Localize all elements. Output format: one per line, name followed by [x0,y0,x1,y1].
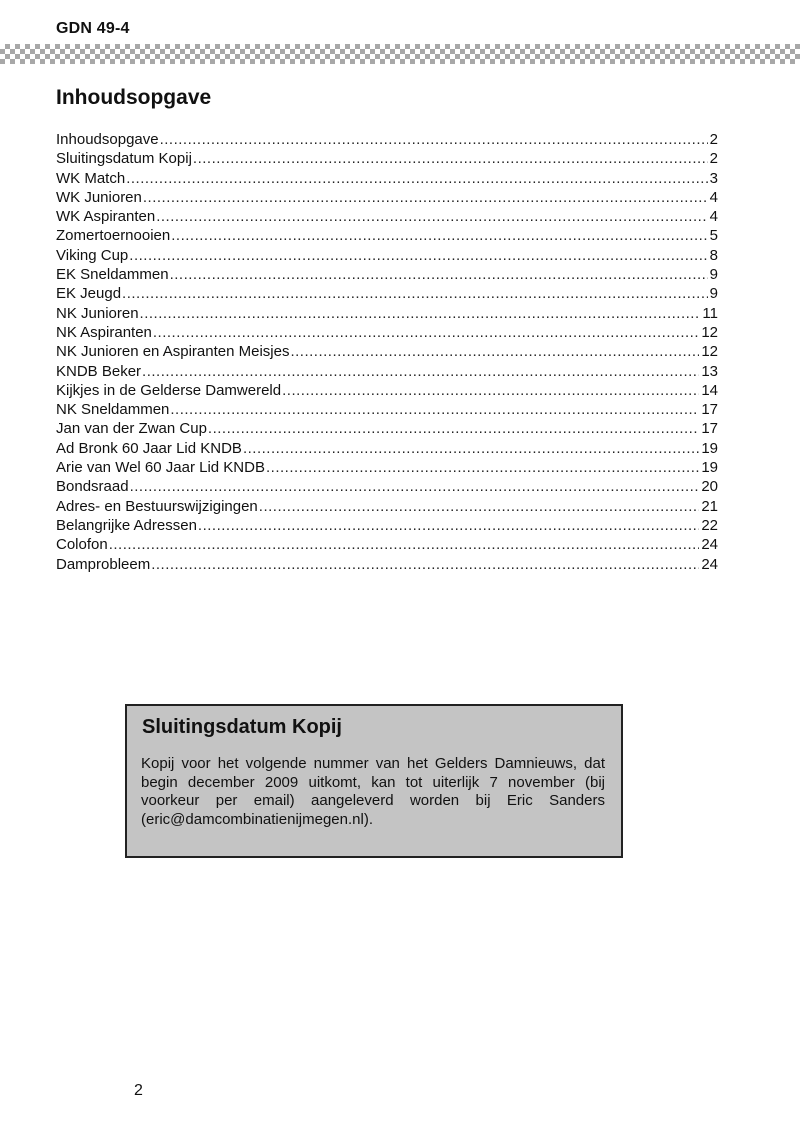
dot-leader [143,188,708,207]
toc-entry[interactable] [56,169,718,188]
toc-entry-label: EK Sneldammen [56,266,169,284]
toc-entry-label: Jan van der Zwan Cup [56,420,207,438]
dot-leader [193,149,708,168]
toc-entry-page: 2 [709,150,718,168]
toc-entry[interactable] [56,555,718,574]
toc-entry-label: Sluitingsdatum Kopij [56,150,192,168]
dot-leader [259,497,700,516]
dot-leader [171,226,707,245]
toc-entry[interactable] [56,207,718,226]
toc-entry-label: WK Match [56,169,126,187]
dot-leader [109,535,700,554]
dot-leader [290,342,699,361]
dot-leader [243,439,699,458]
toc-entry[interactable] [56,400,718,419]
toc-entry[interactable] [56,516,718,535]
toc-entry[interactable] [56,381,718,400]
table-of-contents [56,130,718,574]
toc-entry-page: 4 [709,208,718,226]
toc-entry[interactable] [56,265,718,284]
notice-body: Kopij voor het volgende nummer van het Gelders Damnieuws, dat begin december 2009 uitkomt, kan tot uiterlijk 7 november (bij voorkeur per email) aangeleverd worden bij Eric Sanders (eric@damcombinatienijmegen.nl). [141,755,605,828]
notice-title: Sluitingsdatum Kopij [142,716,342,738]
toc-entry-label: Belangrijke Adressen [56,516,197,534]
toc-entry[interactable] [56,535,718,554]
toc-entry-label: Kijkjes in de Gelderse Damwereld [56,381,282,399]
toc-entry-page: 2 [709,131,718,148]
toc-entry-label: WK Junioren [56,188,142,206]
toc-entry[interactable] [56,284,718,303]
dot-leader [170,400,699,419]
toc-title: Inhoudsopgave [56,86,212,109]
toc-entry-page: 12 [701,323,718,341]
toc-entry-page: 9 [709,266,718,284]
dot-leader [142,362,699,381]
toc-entry[interactable] [56,419,718,438]
toc-entry[interactable] [56,362,718,381]
toc-entry[interactable] [56,130,718,149]
toc-entry-label: EK Jeugd [56,285,122,303]
dot-leader [198,516,699,535]
toc-entry-page: 4 [709,188,718,206]
toc-entry-label: Damprobleem [56,555,151,573]
dot-leader [160,130,708,149]
dot-leader [282,381,699,400]
toc-entry-label: Arie van Wel 60 Jaar Lid KNDB [56,459,265,477]
toc-entry-page: 22 [701,516,718,534]
toc-entry[interactable] [56,342,718,361]
toc-entry-page: 17 [701,420,718,438]
dot-leader [140,304,701,323]
toc-entry-label: Bondsraad [56,478,129,496]
issue-code: GDN 49-4 [56,20,130,37]
toc-entry-page: 19 [701,439,718,457]
toc-entry-page: 5 [709,227,718,245]
toc-entry-label: NK Sneldammen [56,401,170,419]
toc-entry-page: 14 [701,381,718,399]
dot-leader [153,323,699,342]
toc-entry[interactable] [56,149,718,168]
toc-entry-page: 8 [709,246,718,264]
toc-entry-label: KNDB Beker [56,362,142,380]
toc-entry-label: NK Aspiranten [56,323,152,341]
toc-entry-label: Viking Cup [56,246,129,264]
toc-entry-label: Ad Bronk 60 Jaar Lid KNDB [56,439,242,457]
dot-leader [151,555,699,574]
toc-entry-page: 3 [709,169,718,187]
page-number: 2 [134,1082,143,1099]
toc-entry[interactable] [56,188,718,207]
toc-entry-page: 12 [701,343,718,361]
dot-leader [208,419,699,438]
toc-entry-page: 20 [701,478,718,496]
toc-entry-label: NK Junioren en Aspiranten Meisjes [56,343,290,361]
toc-entry-page: 17 [701,401,718,419]
dot-leader [126,169,707,188]
dot-leader [129,246,707,265]
toc-entry-label: Inhoudsopgave [56,131,159,148]
toc-entry-page: 13 [701,362,718,380]
toc-entry-label: Zomertoernooien [56,227,171,245]
toc-entry-page: 24 [701,536,718,554]
toc-entry[interactable] [56,226,718,245]
toc-entry-page: 19 [701,459,718,477]
toc-entry[interactable] [56,246,718,265]
dot-leader [266,458,699,477]
toc-entry[interactable] [56,458,718,477]
toc-entry-page: 11 [702,304,718,322]
toc-entry-label: Adres- en Bestuurswijzigingen [56,497,258,515]
dot-leader [156,207,707,226]
checkered-divider [0,44,800,64]
toc-entry-label: WK Aspiranten [56,208,156,226]
toc-entry-page: 9 [709,285,718,303]
toc-entry[interactable] [56,497,718,516]
toc-entry-page: 21 [701,497,718,515]
deadline-notice-box [125,704,623,858]
dot-leader [170,265,708,284]
toc-entry[interactable] [56,477,718,496]
dot-leader [130,477,700,496]
toc-entry-label: NK Junioren [56,304,139,322]
toc-entry[interactable] [56,323,718,342]
toc-entry[interactable] [56,439,718,458]
toc-entry-label: Colofon [56,536,108,554]
dot-leader [122,284,708,303]
toc-entry[interactable] [56,304,718,323]
toc-entry-page: 24 [701,555,718,573]
